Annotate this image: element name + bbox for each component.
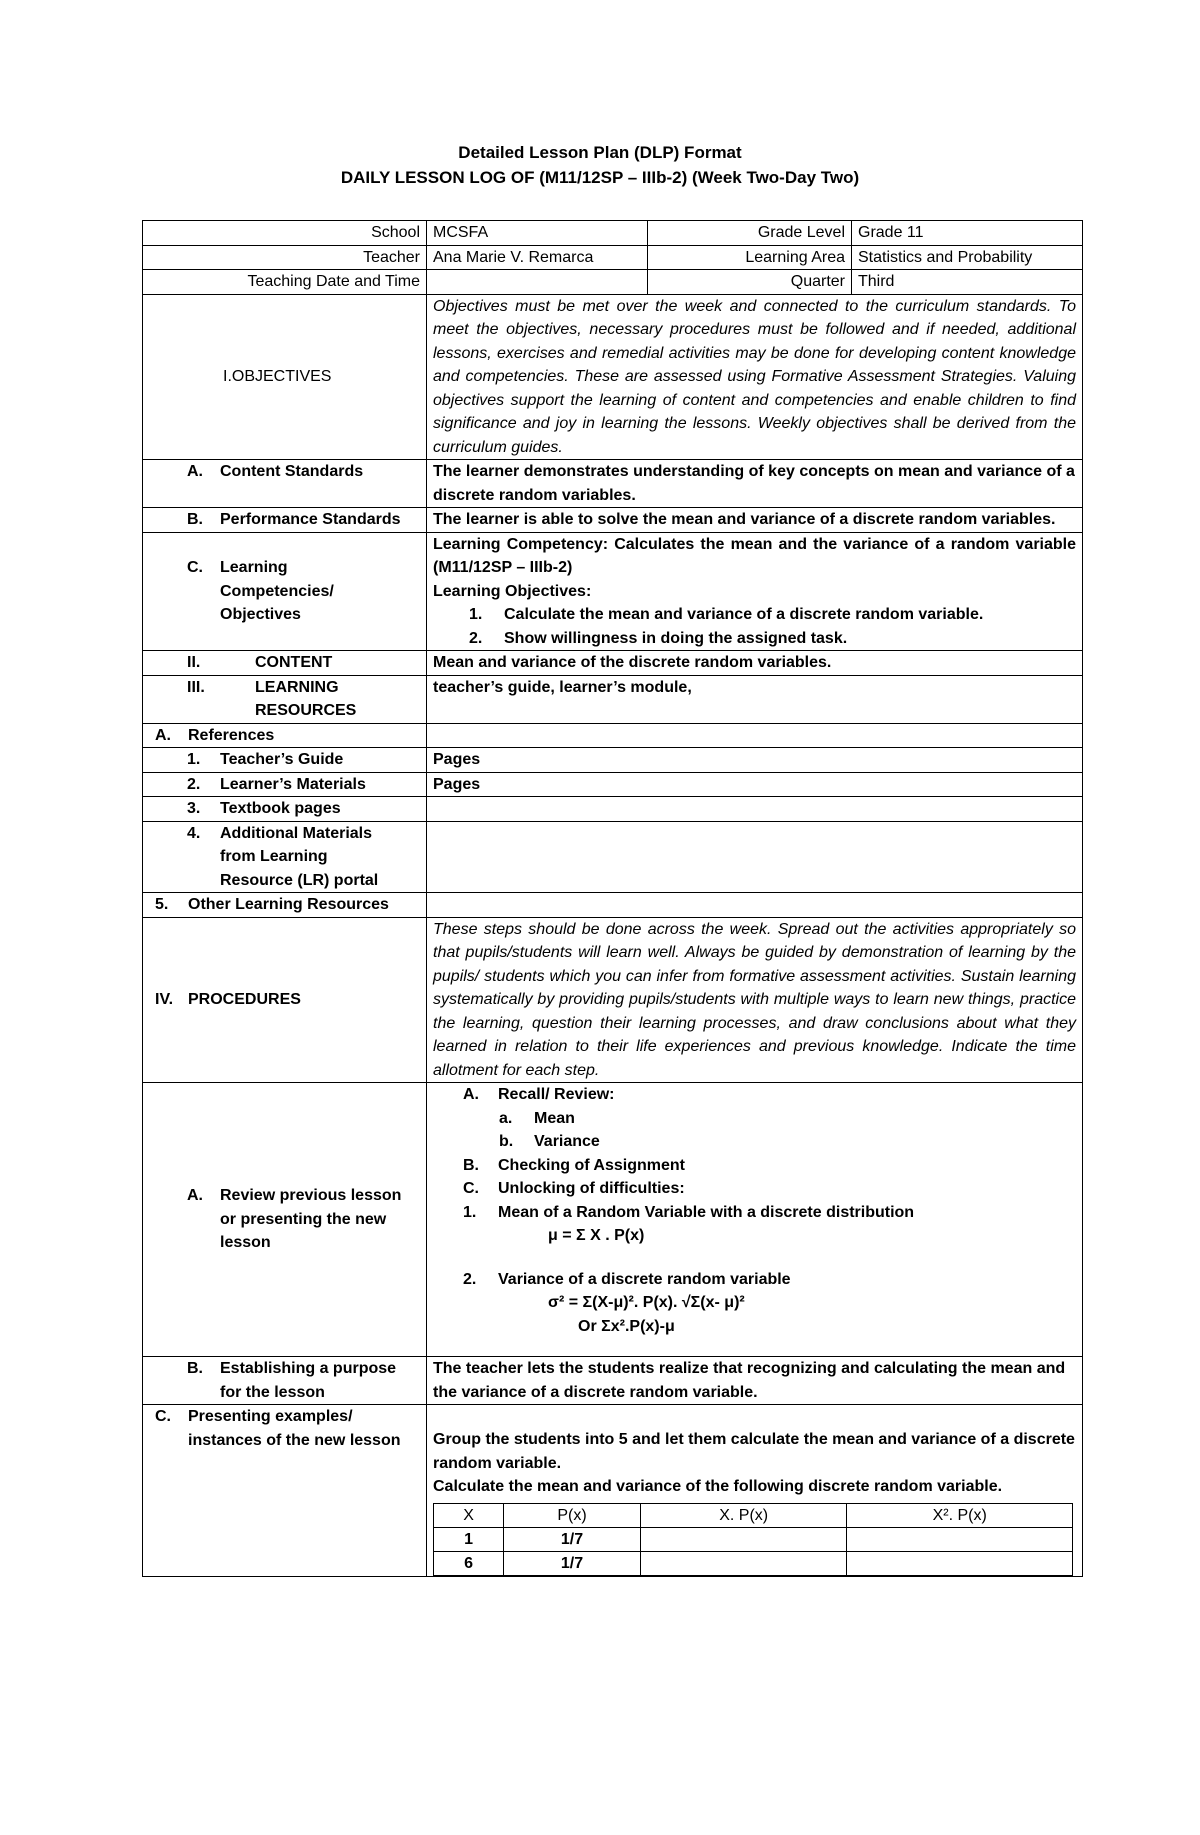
ref-item-label: Teacher’s Guide (220, 751, 344, 768)
recall-review: Recall/ Review: (498, 1086, 615, 1103)
procedures-letter: IV. (155, 991, 174, 1008)
area-label: Learning Area (648, 245, 852, 270)
table-row (143, 1405, 1083, 1577)
table-row (143, 270, 1083, 295)
table-row (143, 917, 1083, 1083)
procedures-label: PROCEDURES (188, 991, 301, 1008)
quarter-label: Quarter (648, 270, 852, 295)
column-header: P(x) (504, 1503, 641, 1527)
purpose-text: The teacher lets the students realize that recognizing and calculating the mean and the variance of a discrete random variable. (427, 1357, 1083, 1405)
table-cell (640, 1527, 847, 1551)
objectives-text: Objectives must be met over the week and connected to the curriculum standards. To meet the objectives, necessary procedures must be followed and if needed, additional lessons, exercises and remedial activities may be done for developing content knowledge and competencies. These are assessed using Formative Assessment Strategies. Valuing objectives support the learning of content and competencies and enable children to find significance and joy in learning the lessons. Weekly objectives shall be derived from the curriculum guides. (427, 294, 1083, 460)
table-row (143, 1357, 1083, 1405)
teacher-value: Ana Marie V. Remarca (427, 245, 648, 270)
area-value: Statistics and Probability (852, 245, 1083, 270)
school-label: School (143, 221, 427, 246)
procedures-text: These steps should be done across the week. Spread out the activities appropriately so that pupils/students will learn well. Always be guided by demonstration of learning by the pupils/ students which you can infer from formative assessment activities. Sustain learning systematically by providing pupils/students with multiple ways to learn new things, practice the learning, question their learning processes, and draw conclusions about what they learned in relation to their life experiences and previous knowledge. Indicate the time allotment for each step. (427, 917, 1083, 1083)
table-cell (640, 1551, 847, 1575)
table-row: 4. Additional Materials from Learning Resource (LR) portal (143, 821, 1083, 893)
quarter-value: Third (852, 270, 1083, 295)
date-label: Teaching Date and Time (143, 270, 427, 295)
teacher-label: Teacher (143, 245, 427, 270)
competency-text: Learning Competency: Calculates the mean and the variance of a random variable (M11/12SP – IIIb-2) (433, 535, 1076, 576)
ref-item-value (427, 797, 1083, 822)
mean-definition: Mean of a Random Variable with a discrete distribution (498, 1203, 915, 1221)
table-cell: 6 (434, 1551, 504, 1575)
performance-standards-letter: B. (187, 511, 203, 528)
ref-item-value: Pages (427, 772, 1083, 797)
list-item: 2. Show willingness in doing the assigned task. (469, 629, 848, 647)
review-letter: A. (187, 1187, 203, 1205)
date-value (427, 270, 648, 295)
ref-item-value (427, 821, 1083, 893)
content-label: CONTENT (255, 654, 333, 671)
ref-item-label: Learner’s Materials (220, 775, 366, 793)
examples-letter: C. (155, 1408, 171, 1425)
table-row (434, 1503, 1073, 1527)
example-table (433, 1503, 1073, 1576)
competencies-letter: C. (187, 559, 203, 576)
review-variance: Variance (534, 1133, 600, 1150)
resources-letter: III. (187, 678, 205, 696)
table-cell: 1 (434, 1527, 504, 1551)
table-row (143, 651, 1083, 676)
competencies-label: Learning Competencies/ Objectives (220, 559, 334, 623)
table-cell (847, 1527, 1073, 1551)
performance-standards-label: Performance Standards (220, 511, 401, 528)
lesson-plan-table (142, 220, 1083, 1577)
table-row (143, 893, 1083, 918)
table-cell: 1/7 (504, 1527, 641, 1551)
table-row (434, 1551, 1073, 1575)
table-row: 3. Textbook pages (143, 797, 1083, 822)
resources-label: LEARNING RESOURCES (255, 678, 357, 719)
content-text: Mean and variance of the discrete random variables. (427, 651, 1083, 676)
table-row (143, 675, 1083, 723)
ref-item-label: Textbook pages (220, 800, 341, 817)
content-letter: II. (187, 654, 201, 671)
variance-formula: σ² = Σ(X-μ)². P(x). √Σ(x- μ)² (548, 1294, 745, 1311)
document-subtitle: DAILY LESSON LOG OF (M11/12SP – IIIb-2) (Week Two-Day Two) (340, 168, 860, 187)
other-resources-label: Other Learning Resources (188, 896, 389, 913)
table-row (143, 532, 1083, 651)
column-header: X (434, 1503, 504, 1527)
variance-formula-alt: Or Σx².P(x)-μ (578, 1317, 675, 1335)
table-row: 1. Teacher’s Guide Pages (143, 748, 1083, 773)
checking-assignment: Checking of Assignment (498, 1156, 685, 1174)
table-row (143, 460, 1083, 508)
grade-value: Grade 11 (852, 221, 1083, 246)
content-standards-letter: A. (187, 463, 203, 480)
document-header (0, 140, 1200, 190)
table-row (143, 245, 1083, 270)
review-label: Review previous lesson or presenting the new lesson (220, 1187, 402, 1252)
grade-label: Grade Level (648, 221, 852, 246)
objectives-label: I.OBJECTIVES (143, 294, 427, 460)
table-row: 2. Learner’s Materials Pages (143, 772, 1083, 797)
mean-formula: μ = Σ X . P(x) (548, 1227, 645, 1244)
ref-item-label: Additional Materials from Learning Resource (LR) portal (220, 824, 379, 889)
list-item: 1. Calculate the mean and variance of a discrete random variable. (469, 606, 984, 623)
purpose-label: Establishing a purpose for the lesson (220, 1360, 397, 1401)
examples-text: Group the students into 5 and let them calculate the mean and variance of a discrete random variable. (433, 1431, 1075, 1472)
table-row: A. Review previous lesson or presenting the new lesson A. Recall/ Review: a. Mean b. Variance B. Checking of Assignment C. Unlocking of difficulties: 1. Mean of a Random Variable with a discrete distribution μ = Σ X . P(x) 2. Variance of a discrete random variable σ² = Σ(X-μ)². P(x). √Σ(x- μ)² Or Σx².P(x)-μ (143, 1083, 1083, 1357)
purpose-letter: B. (187, 1360, 203, 1377)
variance-definition: Variance of a discrete random variable (498, 1270, 791, 1288)
performance-standards-text: The learner is able to solve the mean and variance of a discrete random variables. (427, 508, 1083, 533)
other-resources-letter: 5. (155, 896, 169, 913)
content-standards-label: Content Standards (220, 463, 364, 480)
ref-item-value: Pages (427, 748, 1083, 773)
unlocking-difficulties: Unlocking of difficulties: (498, 1180, 685, 1197)
school-value: MCSFA (427, 221, 648, 246)
table-row (143, 221, 1083, 246)
table-row (143, 508, 1083, 533)
references-letter: A. (155, 726, 171, 744)
references-label: References (188, 726, 275, 744)
learning-objectives-label: Learning Objectives: (433, 582, 592, 600)
content-standards-text: The learner demonstrates understanding of key concepts on mean and variance of a discrete random variables. (427, 460, 1083, 508)
table-row (434, 1527, 1073, 1551)
table-cell: 1/7 (504, 1551, 641, 1575)
table-row (143, 294, 1083, 460)
table-row (143, 723, 1083, 748)
document-title: Detailed Lesson Plan (DLP) Format (458, 143, 742, 162)
column-header: X². P(x) (847, 1503, 1073, 1527)
table-cell (847, 1551, 1073, 1575)
column-header: X. P(x) (640, 1503, 847, 1527)
examples-instruction: Calculate the mean and variance of the following discrete random variable. (433, 1478, 1003, 1495)
resources-text: teacher’s guide, learner’s module, (427, 675, 1083, 723)
review-mean: Mean (534, 1109, 575, 1127)
examples-label: Presenting examples/ instances of the new lesson (188, 1408, 401, 1449)
